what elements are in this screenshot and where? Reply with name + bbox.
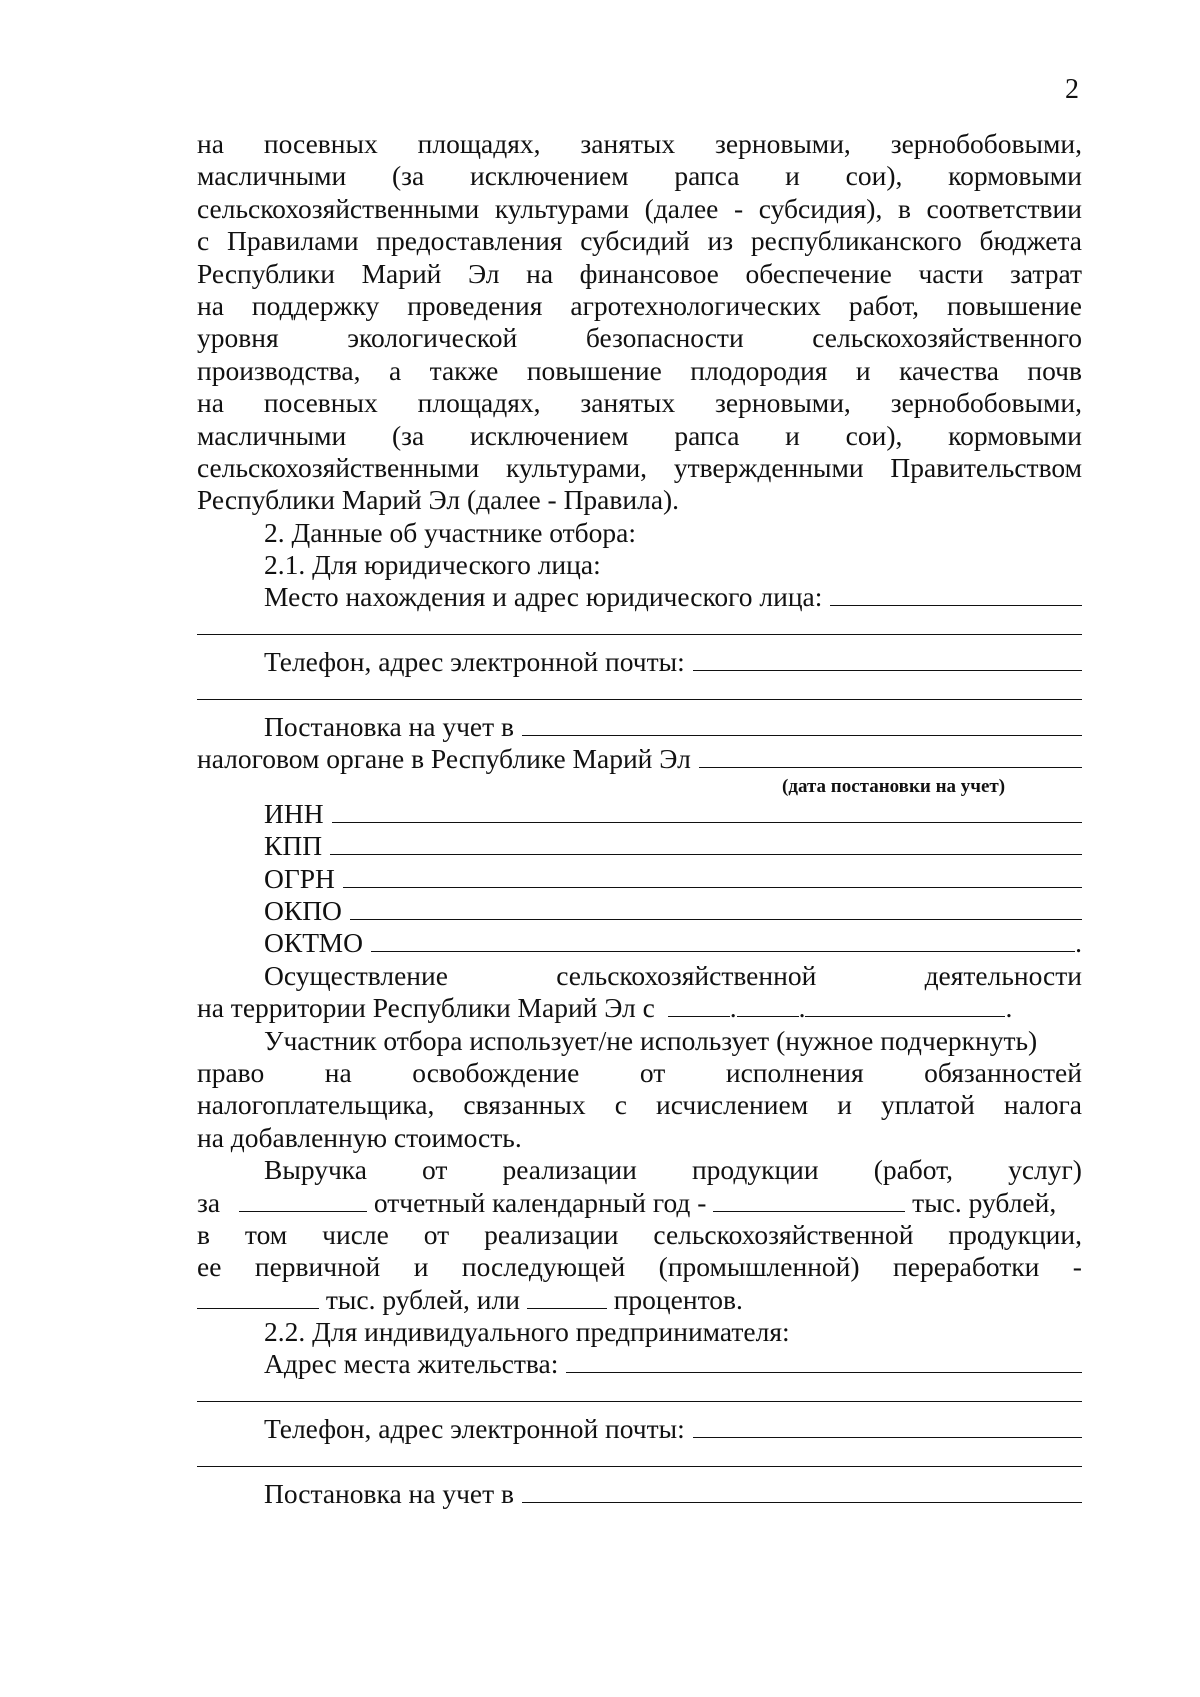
intro-word: (за (391, 419, 425, 451)
activity-word: Осуществление (264, 959, 448, 991)
oktmo-label: ОКТМО (264, 927, 363, 959)
vat-word: от (639, 1056, 666, 1088)
revenue-word: (работ, (873, 1154, 954, 1186)
intro-word: рапса (674, 160, 740, 192)
intro-line (197, 290, 1082, 322)
intro-word: поддержку (251, 289, 380, 321)
oktmo-period: . (1075, 927, 1082, 959)
legal-registration-blank[interactable] (522, 713, 1082, 736)
revenue-word: числе (322, 1218, 389, 1250)
legal-phone-field (197, 646, 1082, 678)
ogrn-field (197, 863, 1082, 895)
intro-word: рапса (674, 419, 740, 451)
intro-word: также (429, 354, 499, 386)
revenue-total-blank[interactable] (713, 1189, 905, 1212)
activity-line-1 (197, 960, 1082, 992)
kpp-blank[interactable] (330, 832, 1082, 855)
legal-address-blank[interactable] (830, 583, 1082, 606)
section-2-1-title: 2.1. Для юридического лица: (264, 549, 601, 581)
individual-phone-field (197, 1413, 1082, 1445)
intro-word: исключением (469, 419, 629, 451)
activity-word: сельскохозяйственной (556, 959, 817, 991)
intro-word: качества (899, 354, 999, 386)
revenue-line-5 (197, 1284, 1082, 1316)
intro-word: занятых (580, 387, 676, 419)
individual-phone-continuation (197, 1446, 1082, 1478)
intro-word: соответствии (926, 192, 1082, 224)
intro-word: кормовыми (948, 419, 1082, 451)
okpo-label: ОКПО (264, 894, 342, 926)
vat-word: обязанностей (924, 1056, 1082, 1088)
revenue-year-blank[interactable] (239, 1189, 367, 1212)
intro-word: сельскохозяйственными (197, 192, 480, 224)
revenue-word: услуг) (1008, 1154, 1082, 1186)
intro-word: площадях, (417, 387, 541, 419)
activity-month-blank[interactable] (737, 994, 799, 1017)
intro-word: субсидия), (758, 192, 883, 224)
inn-field (197, 798, 1082, 830)
intro-word: исключением (469, 160, 629, 192)
intro-word: плодородия (690, 354, 828, 386)
intro-word: зерновыми, (715, 128, 851, 159)
vat-word: налогоплательщика, (197, 1089, 435, 1121)
kpp-field (197, 830, 1082, 862)
legal-tax-authority-label: налоговом органе в Республике Марий Эл (197, 743, 691, 775)
intro-line (197, 225, 1082, 257)
revenue-word: том (244, 1218, 288, 1250)
intro-word: (за (391, 160, 425, 192)
intro-line (197, 387, 1082, 419)
document-body (197, 128, 1082, 1510)
intro-word: с (197, 225, 210, 257)
intro-last-line: Республики Марий Эл (далее - Правила). (197, 484, 680, 516)
intro-word: работ, (848, 289, 920, 321)
revenue-word: от (422, 1154, 448, 1186)
inn-blank[interactable] (332, 800, 1082, 823)
intro-word: бюджета (979, 225, 1082, 257)
revenue-word: от (423, 1218, 450, 1250)
intro-word: зернобобовыми, (890, 128, 1082, 159)
intro-word: сои), (845, 419, 903, 451)
intro-word: на (526, 257, 554, 289)
intro-word: занятых (580, 128, 676, 159)
intro-word: повышение (526, 354, 662, 386)
intro-word: сельскохозяйственного (812, 322, 1082, 354)
kpp-label: КПП (264, 830, 323, 862)
okpo-blank[interactable] (350, 897, 1082, 920)
intro-word: в (897, 192, 911, 224)
page-number: 2 (1065, 74, 1079, 105)
intro-word: сельскохозяйственными (197, 451, 480, 483)
intro-line (197, 322, 1082, 354)
revenue-line-3 (197, 1219, 1082, 1251)
intro-word: и (785, 419, 800, 451)
intro-word: финансовое (579, 257, 719, 289)
inn-label: ИНН (264, 797, 324, 829)
oktmo-field (197, 927, 1082, 959)
intro-word: - (734, 192, 744, 224)
intro-word: и (855, 354, 871, 386)
okpo-field (197, 895, 1082, 927)
revenue-word: реализации (502, 1154, 637, 1186)
intro-line (197, 420, 1082, 452)
revenue-word: в (197, 1218, 210, 1250)
revenue-line-2 (197, 1187, 1082, 1219)
revenue-word: реализации (484, 1218, 619, 1250)
intro-word: а (388, 354, 402, 386)
ogrn-label: ОГРН (264, 862, 335, 894)
vat-line-4: на добавленную стоимость. (197, 1121, 522, 1153)
legal-registration-label: Постановка на учет в (264, 711, 514, 743)
intro-word: республиканского (750, 225, 962, 257)
legal-phone-blank[interactable] (693, 648, 1082, 671)
intro-word: агротехнологических (570, 289, 821, 321)
residence-continuation (197, 1381, 1082, 1413)
revenue-word: продукции, (948, 1218, 1082, 1250)
intro-word: масличными (197, 160, 347, 192)
activity-day-blank[interactable] (668, 994, 730, 1017)
intro-word: кормовыми (948, 160, 1082, 192)
intro-word: зерновыми, (715, 387, 851, 419)
activity-year-blank[interactable] (805, 994, 1005, 1017)
intro-word: на (197, 387, 224, 419)
intro-word: культурами, (505, 451, 648, 483)
revenue-word: и (413, 1251, 429, 1283)
residence-field (197, 1348, 1082, 1380)
revenue-line-4 (197, 1251, 1082, 1283)
individual-registration-field (197, 1478, 1082, 1510)
intro-word: проведения (407, 289, 543, 321)
intro-word: (далее (644, 192, 719, 224)
individual-phone-blank-2[interactable] (197, 1446, 1082, 1467)
intro-word: на (197, 289, 224, 321)
legal-address-label: Место нахождения и адрес юридического лица: (264, 581, 823, 613)
intro-paragraph (197, 128, 1082, 484)
activity-line-2 (197, 992, 1082, 1024)
revenue-word: ее (197, 1251, 222, 1283)
vat-word: исчислением (656, 1089, 809, 1121)
intro-word: предоставления (376, 225, 563, 257)
activity-territory-label: на территории Республики Марий Эл с (197, 992, 655, 1024)
legal-phone-label: Телефон, адрес электронной почты: (264, 646, 685, 678)
intro-word: безопасности (585, 322, 744, 354)
individual-registration-label: Постановка на учет в (264, 1478, 514, 1510)
oktmo-blank[interactable] (371, 929, 1075, 952)
activity-word: деятельности (924, 959, 1082, 991)
revenue-word: Выручка (264, 1154, 367, 1186)
legal-registration-field (197, 711, 1082, 743)
residence-blank-2[interactable] (197, 1381, 1082, 1402)
intro-word: производства, (197, 354, 361, 386)
revenue-word: сельскохозяйственной (653, 1218, 914, 1250)
intro-word: и (785, 160, 800, 192)
legal-phone-continuation (197, 679, 1082, 711)
vat-word: с (614, 1089, 627, 1121)
intro-word: посевных (263, 387, 378, 419)
intro-word: Республики (197, 257, 335, 289)
intro-word: обеспечение (745, 257, 892, 289)
residence-label: Адрес места жительства: (264, 1348, 559, 1380)
intro-line (197, 128, 1082, 160)
legal-tax-authority-field (197, 743, 1082, 775)
vat-word: право (197, 1056, 265, 1088)
legal-phone-blank-2[interactable] (197, 679, 1082, 700)
revenue-word: (промышленной) (658, 1251, 860, 1283)
intro-word: повышение (947, 289, 1082, 321)
revenue-line-1 (197, 1154, 1082, 1186)
vat-word: и (837, 1089, 852, 1121)
legal-address-field (197, 581, 1082, 613)
intro-word: сои), (845, 160, 903, 192)
individual-registration-blank[interactable] (522, 1480, 1082, 1503)
registration-date-caption: (дата постановки на учет) (782, 775, 1006, 797)
intro-word: посевных (263, 128, 378, 159)
individual-phone-label: Телефон, адрес электронной почты: (264, 1413, 685, 1445)
revenue-thousand-or-label: тыс. рублей, или (325, 1283, 520, 1315)
legal-registration-date-blank[interactable] (699, 745, 1082, 768)
vat-word: налога (1003, 1089, 1082, 1121)
intro-line (197, 160, 1082, 192)
revenue-word: - (1072, 1251, 1082, 1283)
intro-word: культурами (494, 192, 630, 224)
intro-word: зернобобовыми, (890, 387, 1082, 419)
intro-word: части (918, 257, 984, 289)
intro-word: Правительством (890, 451, 1082, 483)
vat-word: уплатой (880, 1089, 975, 1121)
revenue-percent-label: процентов. (613, 1283, 743, 1315)
intro-word: на (197, 128, 224, 159)
vat-line-3 (197, 1089, 1082, 1121)
section-2-2-title: 2.2. Для индивидуального предпринимателя: (264, 1316, 790, 1348)
intro-word: Эл (468, 257, 500, 289)
intro-word: из (707, 225, 734, 257)
intro-line (197, 355, 1082, 387)
revenue-word: первичной (254, 1251, 381, 1283)
intro-word: Правилами (226, 225, 359, 257)
revenue-za-label: за (197, 1186, 221, 1218)
vat-line-2 (197, 1057, 1082, 1089)
revenue-word: последующей (461, 1251, 626, 1283)
residence-blank[interactable] (566, 1350, 1082, 1373)
intro-line (197, 193, 1082, 225)
vat-word: освобождение (412, 1056, 580, 1088)
revenue-agri-blank[interactable] (197, 1286, 319, 1309)
vat-line-1: Участник отбора использует/не использует (нужное подчеркнуть) (264, 1024, 1038, 1056)
intro-word: затрат (1010, 257, 1082, 289)
activity-date-dot: . (798, 992, 806, 1024)
intro-word: утвержденными (673, 451, 864, 483)
intro-word: экологической (347, 322, 518, 354)
individual-phone-blank[interactable] (693, 1415, 1082, 1438)
intro-line (197, 452, 1082, 484)
section-2-title: 2. Данные об участнике отбора: (264, 516, 637, 548)
vat-word: на (324, 1056, 352, 1088)
legal-address-blank-2[interactable] (197, 614, 1082, 635)
revenue-word: продукции (691, 1154, 819, 1186)
intro-word: масличными (197, 419, 347, 451)
vat-word: исполнения (725, 1056, 864, 1088)
intro-word: Марий (361, 257, 442, 289)
revenue-word: переработки (893, 1251, 1040, 1283)
revenue-thousand-label: тыс. рублей, (912, 1186, 1057, 1218)
vat-word: связанных (463, 1089, 586, 1121)
intro-word: почв (1027, 354, 1082, 386)
revenue-percent-blank[interactable] (527, 1286, 607, 1309)
intro-word: субсидий (580, 225, 690, 257)
ogrn-blank[interactable] (343, 865, 1082, 888)
activity-date-dot: . (729, 992, 737, 1024)
activity-date-end: . (1005, 992, 1013, 1024)
revenue-year-label: отчетный календарный год - (373, 1186, 707, 1218)
intro-line (197, 258, 1082, 290)
intro-word: площадях, (417, 128, 541, 159)
legal-address-continuation (197, 614, 1082, 646)
intro-word: уровня (197, 322, 279, 354)
